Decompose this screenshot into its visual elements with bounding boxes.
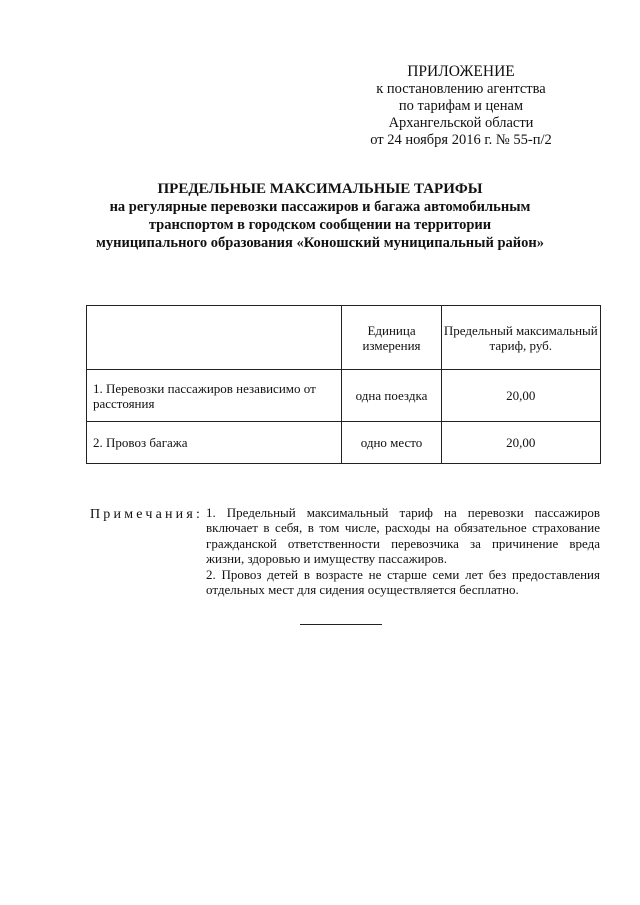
tariff-table [86, 305, 601, 464]
appendix-line: по тарифам и ценам [398, 98, 524, 114]
title-line: на регулярные перевозки пассажиров и багажа автомобильным [109, 199, 531, 215]
title-line: транспортом в городском сообщении на территории [148, 217, 492, 233]
appendix-line: к постановлению агентства [376, 81, 546, 97]
notes-label: Примечания: [90, 507, 204, 522]
column-header-unit: Единица измерения [342, 306, 441, 370]
tariff-cell: 20,00 [441, 422, 600, 464]
notes-list [206, 505, 600, 597]
service-cell: 1. Перевозки пассажиров независимо от расстояния [87, 370, 342, 422]
title-main: ПРЕДЕЛЬНЫЕ МАКСИМАЛЬНЫЕ ТАРИФЫ [157, 181, 483, 197]
appendix-date-line: от 24 ноября 2016 г. № 55-п/2 [370, 132, 552, 148]
service-cell: 2. Провоз багажа [87, 422, 342, 464]
note-item: 1. Предельный максимальный тариф на перевозки пассажиров включает в себя, в том числе, расходы на обязательное страхование гражданской ответственности перевозчика за причинение вреда жизни, здоровью и имуществу пассажиров. [206, 505, 600, 567]
appendix-line: Архангельской области [388, 115, 534, 131]
title-line: муниципального образования «Коношский муниципальный район» [95, 235, 544, 251]
column-header-tariff: Предельный максимальный тариф, руб. [441, 306, 600, 370]
unit-cell: одно место [342, 422, 441, 464]
note-item: 2. Провоз детей в возрасте не старше семи лет без предоставления отдельных мест для сидения осуществляется бесплатно. [206, 566, 600, 598]
appendix-heading: ПРИЛОЖЕНИЕ [407, 63, 515, 80]
table-header-row [87, 306, 601, 370]
table-row [87, 370, 601, 422]
closing-divider [300, 624, 382, 625]
unit-cell: одна поездка [342, 370, 441, 422]
appendix-block [330, 62, 592, 149]
table-row [87, 422, 601, 464]
column-header-service [87, 306, 342, 370]
tariff-cell: 20,00 [441, 370, 600, 422]
document-title [70, 180, 570, 252]
